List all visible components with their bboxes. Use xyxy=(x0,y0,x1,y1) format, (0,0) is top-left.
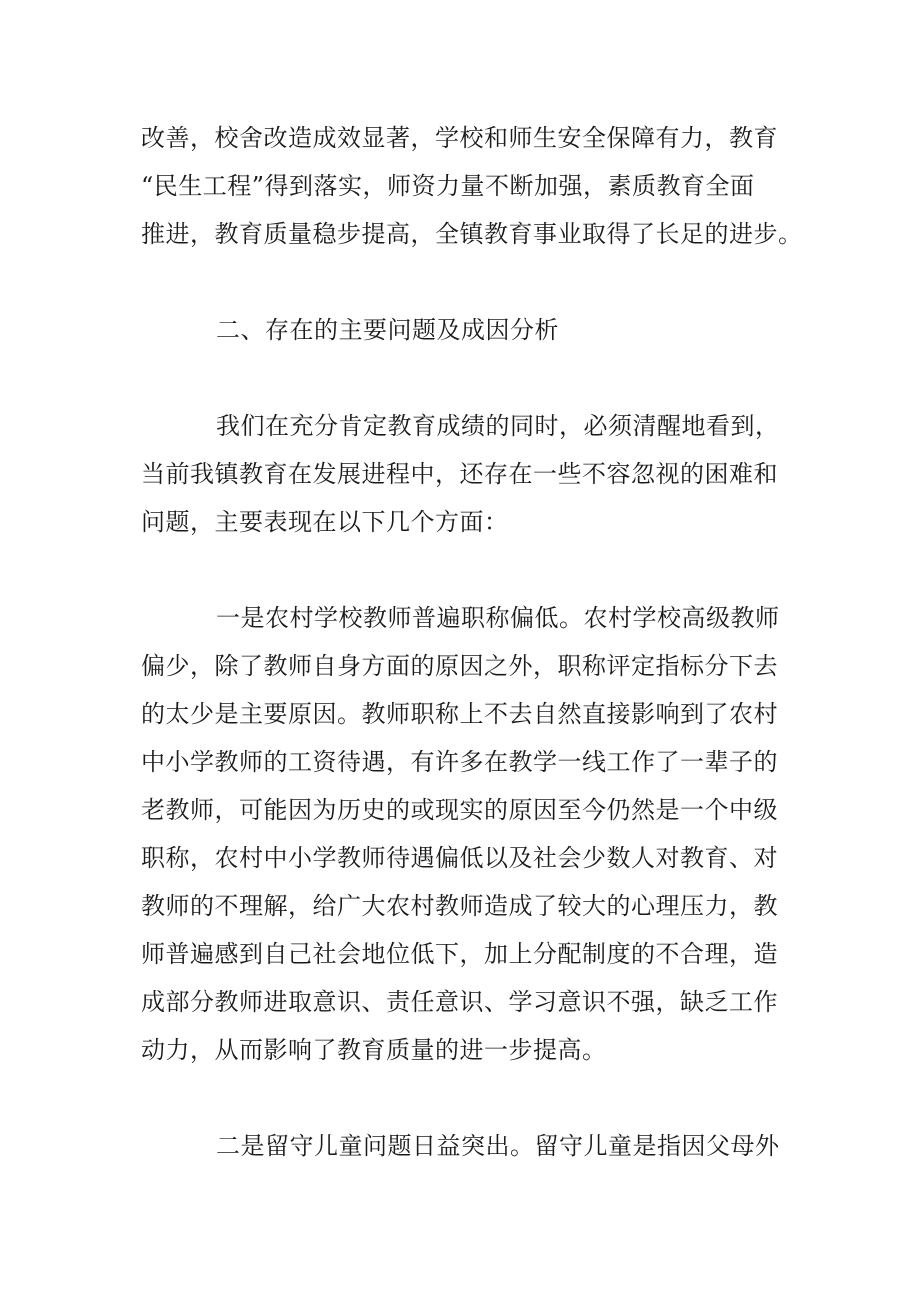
paragraph-line: 问题，主要表现在以下几个方面： xyxy=(141,508,509,536)
paragraph-line: 老教师，可能因为历史的或现实的原因至今仍然是一个中级 xyxy=(141,796,778,824)
paragraph-line: 中小学教师的工资待遇，有许多在教学一线工作了一辈子的 xyxy=(141,748,778,776)
paragraph-line: 教师的不理解，给广大农村教师造成了较大的心理压力，教 xyxy=(141,892,778,920)
paragraph-line: 成部分教师进取意识、责任意识、学习意识不强，缺乏工作 xyxy=(141,988,778,1016)
paragraph-line: 当前我镇教育在发展进程中，还存在一些不容忽视的困难和 xyxy=(141,460,778,488)
paragraph-line: 推进，教育质量稳步提高，全镇教育事业取得了长足的进步。 xyxy=(141,220,803,248)
section-heading: 二、存在的主要问题及成因分析 xyxy=(216,316,559,344)
paragraph-line: 偏少，除了教师自身方面的原因之外，职称评定指标分下去 xyxy=(141,652,778,680)
paragraph-line: 一是农村学校教师普遍职称偏低。农村学校高级教师 xyxy=(216,604,780,632)
paragraph-line: 改善，校舍改造成效显著，学校和师生安全保障有力，教育 xyxy=(141,124,778,152)
paragraph-line: 动力，从而影响了教育质量的进一步提高。 xyxy=(141,1036,607,1064)
paragraph-line: 师普遍感到自己社会地位低下，加上分配制度的不合理，造 xyxy=(141,940,778,968)
paragraph-line: 的太少是主要原因。教师职称上不去自然直接影响到了农村 xyxy=(141,700,778,728)
paragraph-line: 二是留守儿童问题日益突出。留守儿童是指因父母外 xyxy=(216,1132,780,1160)
paragraph-line: “民生工程”得到落实，师资力量不断加强，素质教育全面 xyxy=(141,172,755,200)
paragraph-line: 我们在充分肯定教育成绩的同时，必须清醒地看到， xyxy=(216,412,780,440)
paragraph-line: 职称，农村中小学教师待遇偏低以及社会少数人对教育、对 xyxy=(141,844,778,872)
